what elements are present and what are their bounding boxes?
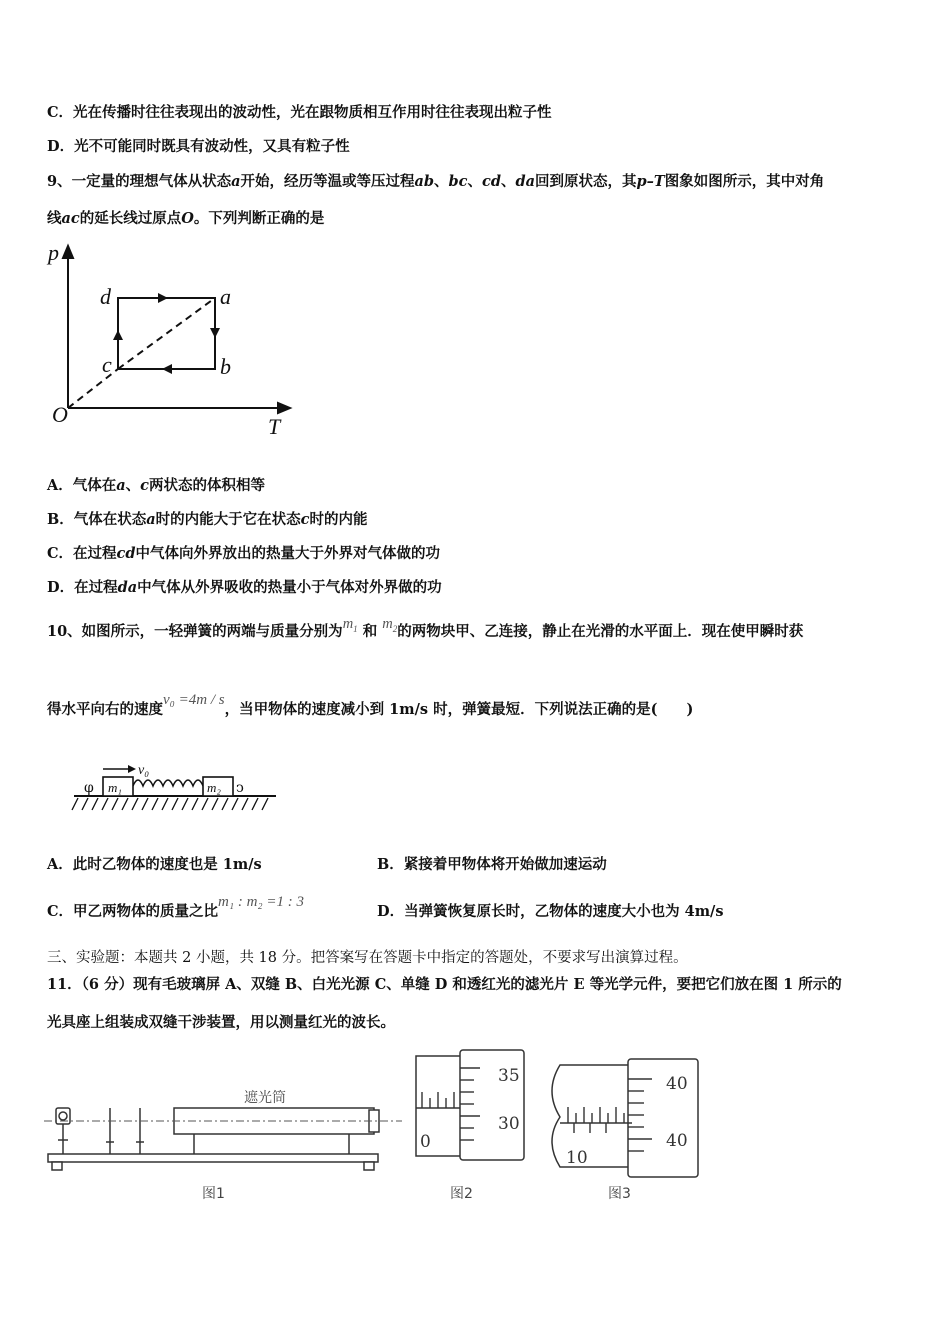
q11-stem-line2: 光具座上组装成双缝干涉装置，用以测量红光的波长。 (47, 1014, 395, 1031)
fig3-40-top: 40 (666, 1074, 688, 1094)
v0-expression: v₀ =4m / s (163, 692, 225, 708)
arrow-ab (210, 328, 220, 338)
q11-stem-line1: 11．（6 分）现有毛玻璃屏 A、双缝 B、白光光源 C、单缝 D 和透红光的滤光片 E 等光学元件，要把它们放在图 1 所示的 (47, 976, 842, 993)
p-axis-arrow (63, 246, 73, 258)
q8-option-d: D．光不可能同时既具有波动性，又具有粒子性 (47, 138, 350, 155)
label-c: c (102, 352, 112, 377)
bench-rail (48, 1154, 378, 1162)
spring (133, 780, 203, 786)
m1-symbol: $m_1$ (342, 616, 358, 634)
q10-stem-line2: 得水平向右的速度v₀ =4m / s，当甲物体的速度减小到 1m/s 时，弹簧最短．下列说法正确的是( ) (47, 692, 694, 718)
q10-option-b: B．紧接着甲物体将开始做加速运动 (377, 856, 607, 873)
q9-option-b: B．气体在状态a时的内能大于它在状态c时的内能 (47, 511, 368, 528)
m1-label: m₁ (108, 780, 122, 795)
light-source (56, 1108, 70, 1124)
q9-option-d: D．在过程da中气体从外界吸收的热量小于气体对外界做的功 (47, 579, 442, 596)
label-d: d (100, 284, 111, 309)
q9-option-c: C．在过程cd中气体向外界放出的热量大于外界对气体做的功 (47, 545, 441, 562)
fig3-micrometer (540, 1055, 705, 1210)
label-T: T (268, 414, 281, 439)
q8-option-c: C．光在传播时往往表现出的波动性，光在跟物质相互作用时往往表现出粒子性 (47, 104, 552, 121)
arrow-cd (113, 330, 123, 340)
section3-title: 三、实验题：本题共 2 小题，共 18 分。把答案写在答题卡中指定的答题处，不要求写出演算过程。 (47, 950, 688, 966)
fig1-optical-bench (44, 1080, 404, 1205)
fig3-10: 10 (566, 1148, 588, 1168)
mass-ratio-expression: m₁ : m₂ =1 : 3 (218, 894, 305, 910)
q10-stem-line1: 10、如图所示，一轻弹簧的两端与质量分别为$m_1$ 和 $m_2$的两物块甲、乙连接，静止在光滑的水平面上．现在使甲瞬时获 (47, 616, 804, 640)
t-axis-arrow (278, 403, 290, 413)
q9-stem-line2: 线ac的延长线过原点O。下列判断正确的是 (47, 210, 325, 227)
fig1-tube-label: 遮光筒 (244, 1090, 286, 1106)
fig2-30: 30 (498, 1114, 520, 1134)
fig2-label: 图2 (450, 1186, 473, 1202)
fig2-35: 35 (498, 1066, 520, 1086)
q10-option-c: C．甲乙两物体的质量之比m₁ : m₂ =1 : 3 (47, 894, 305, 920)
q10-spring-figure (70, 758, 280, 818)
q9-option-a: A．气体在a、c两状态的体积相等 (47, 477, 265, 494)
fig1-label: 图1 (202, 1186, 225, 1202)
label-p: p (48, 240, 59, 265)
fig2-0: 0 (420, 1132, 431, 1152)
q9-stem-line1: 9、一定量的理想气体从状态a开始，经历等温或等压过程ab、bc、cd、da回到原状态，其p–T图象如图所示，其中对角 (47, 173, 825, 190)
diagonal-dashed-ac (118, 298, 215, 369)
fig3-label: 图3 (608, 1186, 631, 1202)
label-O: O (52, 402, 68, 427)
q9-pt-graph (40, 238, 310, 443)
q10-option-a: A．此时乙物体的速度也是 1m/s (47, 856, 262, 873)
q10-option-d: D．当弹簧恢复原长时，乙物体的速度大小也为 4m/s (377, 903, 724, 920)
left-marker-icon: φ (84, 780, 94, 796)
label-b: b (220, 354, 231, 379)
v0-arrow-head (128, 765, 136, 773)
v0-label: v₀ (138, 763, 150, 778)
arrow-da (158, 293, 168, 303)
label-a: a (220, 284, 231, 309)
m2-label: m₂ (207, 780, 221, 795)
arrow-bc (162, 364, 172, 374)
fig3-40-bottom: 40 (666, 1131, 688, 1151)
right-marker-icon: ↄ (236, 780, 244, 796)
fig2-micrometer (410, 1048, 535, 1208)
m2-symbol: $m_2$ (382, 616, 398, 634)
